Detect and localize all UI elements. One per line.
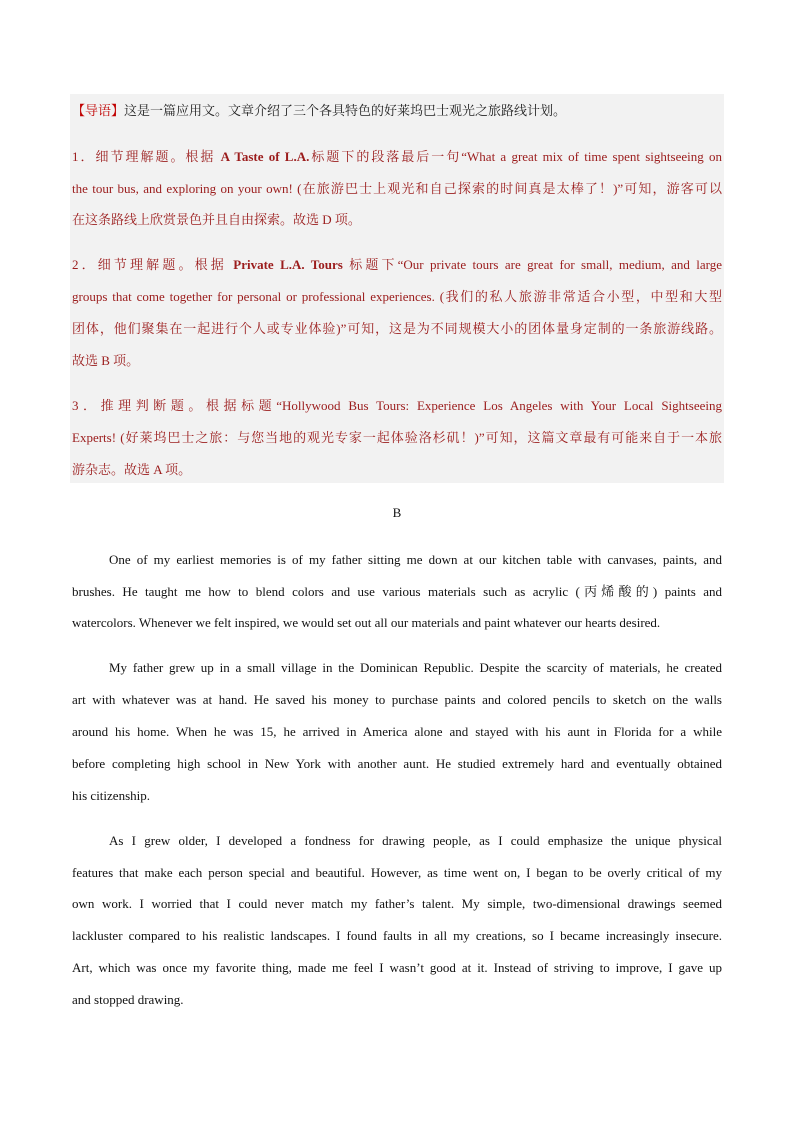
guide-line xyxy=(72,103,722,119)
guide-text: 这是一篇应用文。文章介绍了三个各具特色的好莱坞巴士观光之旅路线计划。 xyxy=(124,103,567,118)
q1-line-3: 在这条路线上欣赏景色并且自由探索。故选 D 项。 xyxy=(72,212,361,227)
p2-line-5: his citizenship. xyxy=(72,788,150,803)
section-label: B xyxy=(392,505,402,520)
q2-line-1 xyxy=(72,257,722,273)
q2-title: Private L.A. Tours xyxy=(233,257,343,272)
p2-line-3: around his home. When he was 15, he arrived in America alone and stayed with his aunt in Florida for a while xyxy=(72,724,722,739)
p3-line-3: own work. I worried that I could never match my father’s talent. My simple, two-dimensional drawings seemed xyxy=(72,896,722,911)
p3-line-5: Art, which was once my favorite thing, made me feel I wasn’t good at it. Instead of striving to improve, I gave up xyxy=(72,960,722,975)
p3-line-6: and stopped drawing. xyxy=(72,992,184,1007)
p1-line-1: One of my earliest memories is of my father sitting me down at our kitchen table with canvases, paints, and xyxy=(109,552,722,567)
q2-line1-rest: 标题下“Our private tours are great for small, medium, and large xyxy=(342,257,722,272)
p1-line-3: watercolors. Whenever we felt inspired, we would set out all our materials and paint whatever our hearts desired. xyxy=(72,615,661,630)
p2-line-4: before completing high school in New York with another aunt. He studied extremely hard and eventually obtained xyxy=(72,756,722,771)
q1-line-2: the tour bus, and exploring on your own! (在旅游巴士上观光和自己探索的时间真是太棒了！)”可知，游客可以 xyxy=(72,181,722,196)
p3-line-2: features that make each person special and beautiful. However, as time went on, I began to be overly critical of my xyxy=(72,865,722,880)
p3-line-4: lackluster compared to his realistic landscapes. I found faults in all my creations, so I became increasingly insecure. xyxy=(72,928,722,943)
q1-prefix: 1．细节理解题。根据 xyxy=(72,149,221,164)
p3-line-1: As I grew older, I developed a fondness for drawing people, as I could emphasize the unique physical xyxy=(109,833,722,848)
q3-line-2: Experts! (好莱坞巴士之旅：与您当地的观光专家一起体验洛杉矶！)”可知，这篇文章最有可能来自于一本旅 xyxy=(72,430,722,445)
q1-line-1 xyxy=(72,149,722,165)
q1-title: A Taste of L.A. xyxy=(220,149,310,164)
p1-line-2: brushes. He taught me how to blend colors and use various materials such as acrylic (丙烯酸的) paints and xyxy=(72,584,722,599)
q2-line-3: 团体，他们聚集在一起进行个人或专业体验)”可知，这是为不同规模大小的团体量身定制的一条旅游线路。 xyxy=(72,321,722,336)
q2-prefix: 2．细节理解题。根据 xyxy=(72,257,234,272)
q3-line-3: 游杂志。故选 A 项。 xyxy=(72,462,192,477)
q3-line-1: 3．推理判断题。根据标题“Hollywood Bus Tours: Experience Los Angeles with Your Local Sightseeing xyxy=(72,398,722,413)
q2-line-4: 故选 B 项。 xyxy=(72,353,140,368)
p2-line-2: art with whatever was at hand. He saved his money to purchase paints and colored pencils to sketch on the walls xyxy=(72,692,722,707)
p2-line-1: My father grew up in a small village in the Dominican Republic. Despite the scarcity of materials, he created xyxy=(109,660,722,675)
q1-line1-rest: 标题下的段落最后一句“What a great mix of time spent sightseeing on xyxy=(309,149,722,164)
guide-tag: 【导语】 xyxy=(72,103,125,118)
q2-line-2: groups that come together for personal or professional experiences. (我们的私人旅游非常适合小型，中型和大型 xyxy=(72,289,722,304)
